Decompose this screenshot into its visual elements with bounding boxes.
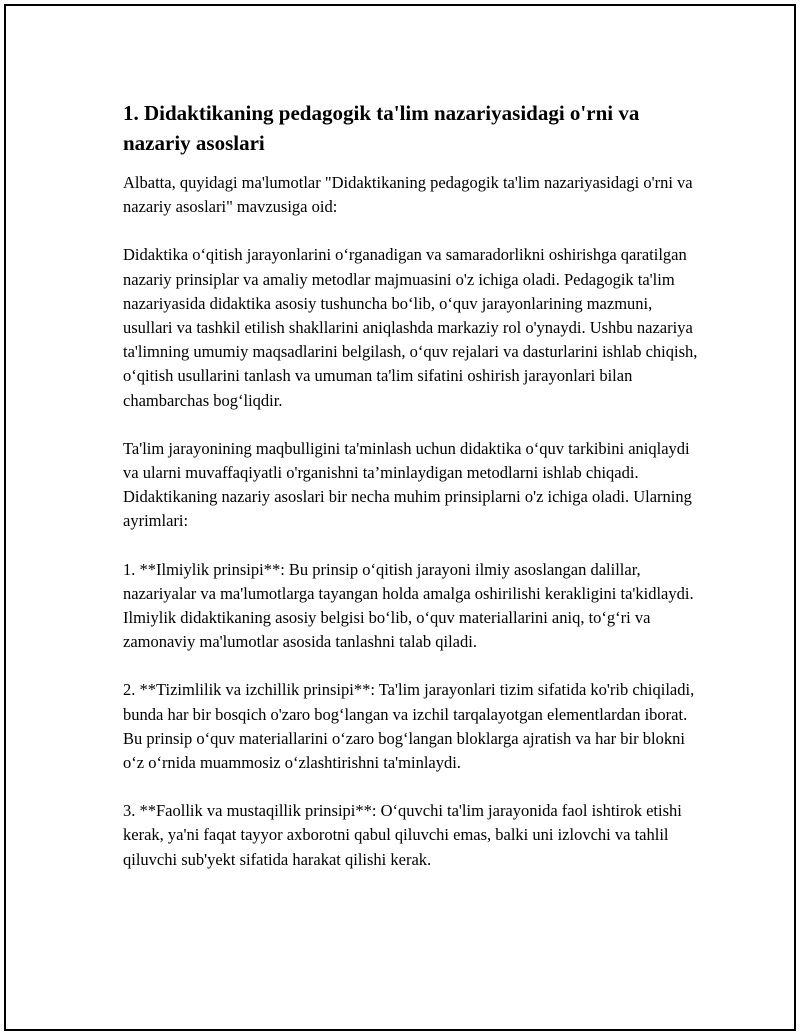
principle-item-ilmiylik: 1. **Ilmiylik prinsipi**: Bu prinsip o‘qitish jarayoni ilmiy asoslangan dalillar, nazariyalar va ma'lumotlarga tayangan holda amalga oshirilishi kerakligini ta'kidlaydi. Ilmiylik didaktikaning asosiy belgisi bo‘lib, o‘quv materiallarini aniq, to‘g‘ri va zamonaviy ma'lumotlar asosida tanlashni talab qiladi. bbox=[123, 559, 694, 652]
didaktika-definition-paragraph: Didaktika o‘qitish jarayonlarini o‘rganadigan va samaradorlikni oshirishga qaratilgan nazariy prinsiplar va amaliy metodlar majmuasini o'z ichiga oladi. Pedagogik ta'lim nazariyasida didaktika asosiy tushuncha bo‘lib, o‘quv jarayonlarining mazmuni, usullari va tashkil etilish shakllarini aniqlashda markaziy rol o'ynaydi. Ushbu nazariya ta'limning umumiy maqsadlarini belgilash, o‘quv rejalari va dasturlarini ishlab chiqish, o‘qitish usullarini tanlash va umuman ta'lim sifatini oshirish jarayonlari bilan chambarchas bog‘liqdir. bbox=[123, 245, 698, 410]
intro-paragraph: Albatta, quyidagi ma'lumotlar "Didaktikaning pedagogik ta'lim nazariyasidagi o'rni va nazariy asoslari" mavzusiga oid: bbox=[123, 173, 693, 217]
principles-intro-paragraph: Ta'lim jarayonining maqbulligini ta'minlash uchun didaktika o‘quv tarkibini aniqlaydi va ularni muvaffaqiyatli o'rganishni ta’minlaydigan metodlarni ishlab chiqadi. Didaktikaning nazariy asoslari bir necha muhim prinsiplarni o'z ichiga oladi. Ularning ayrimlari: bbox=[123, 438, 692, 531]
principle-item-faollik: 3. **Faollik va mustaqillik prinsipi**: O‘quvchi ta'lim jarayonida faol ishtirok etishi kerak, ya'ni faqat tayyor axborotni qabul qiluvchi emas, balki uni izlovchi va tahlil qiluvchi sub'yekt sifatida harakat qilishi kerak. bbox=[123, 801, 682, 869]
principle-item-tizimlilik: 2. **Tizimlilik va izchillik prinsipi**: Ta'lim jarayonlari tizim sifatida ko'rib chiqiladi, bunda har bir bosqich o'zaro bog‘langan va izchil tarqalayotgan elementlardan iborat. Bu prinsip o‘quv materiallarini o‘zaro bog‘langan bloklarga ajratish va har bir blokni o‘z o‘rnida muammosiz o‘zlashtirishni ta'minlaydi. bbox=[123, 680, 695, 773]
document-body bbox=[123, 98, 698, 872]
document-title: 1. Didaktikaning pedagogik ta'lim nazariyasidagi o'rni va nazariy asoslari bbox=[123, 101, 640, 155]
page-frame bbox=[4, 4, 796, 1031]
